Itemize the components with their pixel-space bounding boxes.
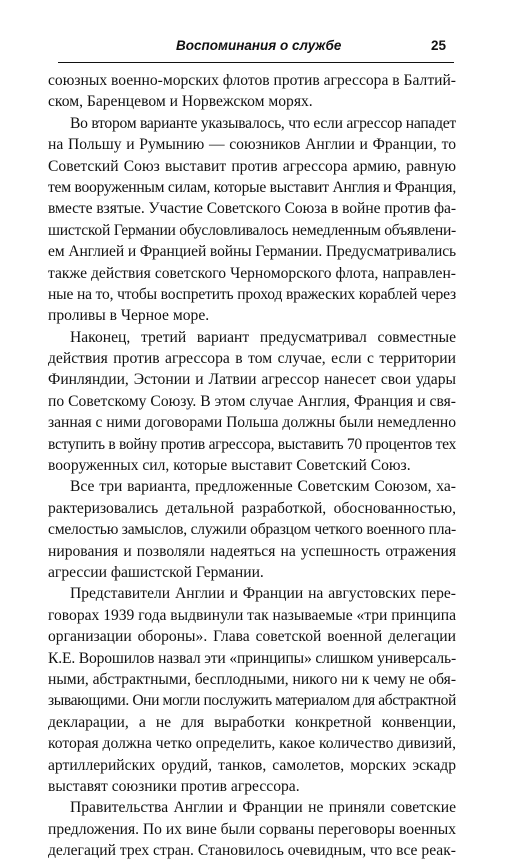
text-line: нирования и позволяли надеяться на успешность отражения xyxy=(48,542,456,560)
running-header xyxy=(0,38,506,58)
text-line: предложения. По их вине были сорваны переговоры военных xyxy=(48,820,456,838)
text-line: ском, Баренцевом и Норвежском морях. xyxy=(48,93,313,111)
text-line: ными, абстрактными, бесплодными, никого ни к чему не обя- xyxy=(48,670,456,688)
text-line: делегаций трех стран. Становилось очевидным, что все реак- xyxy=(48,842,456,860)
text-line: рактеризовались детальной разработкой, обоснованностью, xyxy=(48,499,456,517)
text-line: действия против агрессора в том случае, если с территории xyxy=(48,350,456,368)
text-line: занная с ними договорами Польша должны были немедленно xyxy=(48,414,456,432)
text-line: артиллерийских орудий, танков, самолетов, морских эскадр xyxy=(48,756,456,774)
text-line: организации обороны». Глава советской военной делегации xyxy=(48,628,456,646)
text-line: союзных военно-морских флотов против агрессора в Балтий- xyxy=(48,72,456,89)
text-line: вместе взятые. Участие Советского Союза в войне против фа- xyxy=(48,200,456,218)
text-line: Финляндии, Эстонии и Латвии агрессор нанесет свои удары xyxy=(48,371,456,389)
text-line: Представители Англии и Франции на августовских пере- xyxy=(70,585,456,603)
text-line: К.Е. Ворошилов назвал эти «принципы» слишком универсаль- xyxy=(48,649,456,667)
running-title: Воспоминания о службе xyxy=(176,38,342,53)
text-line: вооруженных сил, которые выставит Советский Союз. xyxy=(48,457,411,475)
text-line: по Советскому Союзу. В этом случае Англия, Франция и свя- xyxy=(48,392,456,410)
text-line: шистской Германии обусловливалось немедленным объявлени- xyxy=(48,221,456,239)
text-line: тем вооруженным силам, которые выставит Англия и Франция, xyxy=(48,178,456,196)
text-line: агрессии фашистской Германии. xyxy=(48,563,264,581)
text-line: Советский Союз выставит против агрессора армию, равную xyxy=(48,157,456,175)
text-line: проливы в Черное море. xyxy=(48,307,210,325)
body-text xyxy=(48,70,456,861)
text-line: зывающими. Они могли послужить материалом для абстрактной xyxy=(48,692,456,710)
text-line: на Польшу и Румынию — союзников Англии и Франции, то xyxy=(48,136,456,154)
text-line: также действия советского Черноморского флота, направлен- xyxy=(48,264,456,282)
text-line: Все три варианта, предложенные Советским Союзом, ха- xyxy=(70,478,456,496)
page-number: 25 xyxy=(431,38,447,53)
text-line: ем Англией и Францией войны Германии. Предусматривались xyxy=(48,243,456,261)
text-line: говорах 1939 года выдвинули так называемые «три принципа xyxy=(48,606,456,624)
text-line: декларации, а не для выработки конкретной конвенции, xyxy=(48,713,456,731)
text-line: вступить в войну против агрессора, выставить 70 процентов тех xyxy=(48,435,456,453)
text-line: выставят союзники против агрессора. xyxy=(48,777,300,795)
text-line: Правительства Англии и Франции не приняли советские xyxy=(70,799,456,817)
text-line: которая должна четко определить, какое количество дивизий, xyxy=(48,735,456,753)
text-line: Наконец, третий вариант предусматривал совместные xyxy=(70,328,456,346)
text-line: смелостью замыслов, служили образцом четкого военного пла- xyxy=(48,521,456,539)
header-rule xyxy=(58,62,454,63)
text-line: Во втором варианте указывалось, что если агрессор нападет xyxy=(70,114,456,132)
text-line: ные на то, чтобы воспретить проход вражеских кораблей через xyxy=(48,285,456,303)
